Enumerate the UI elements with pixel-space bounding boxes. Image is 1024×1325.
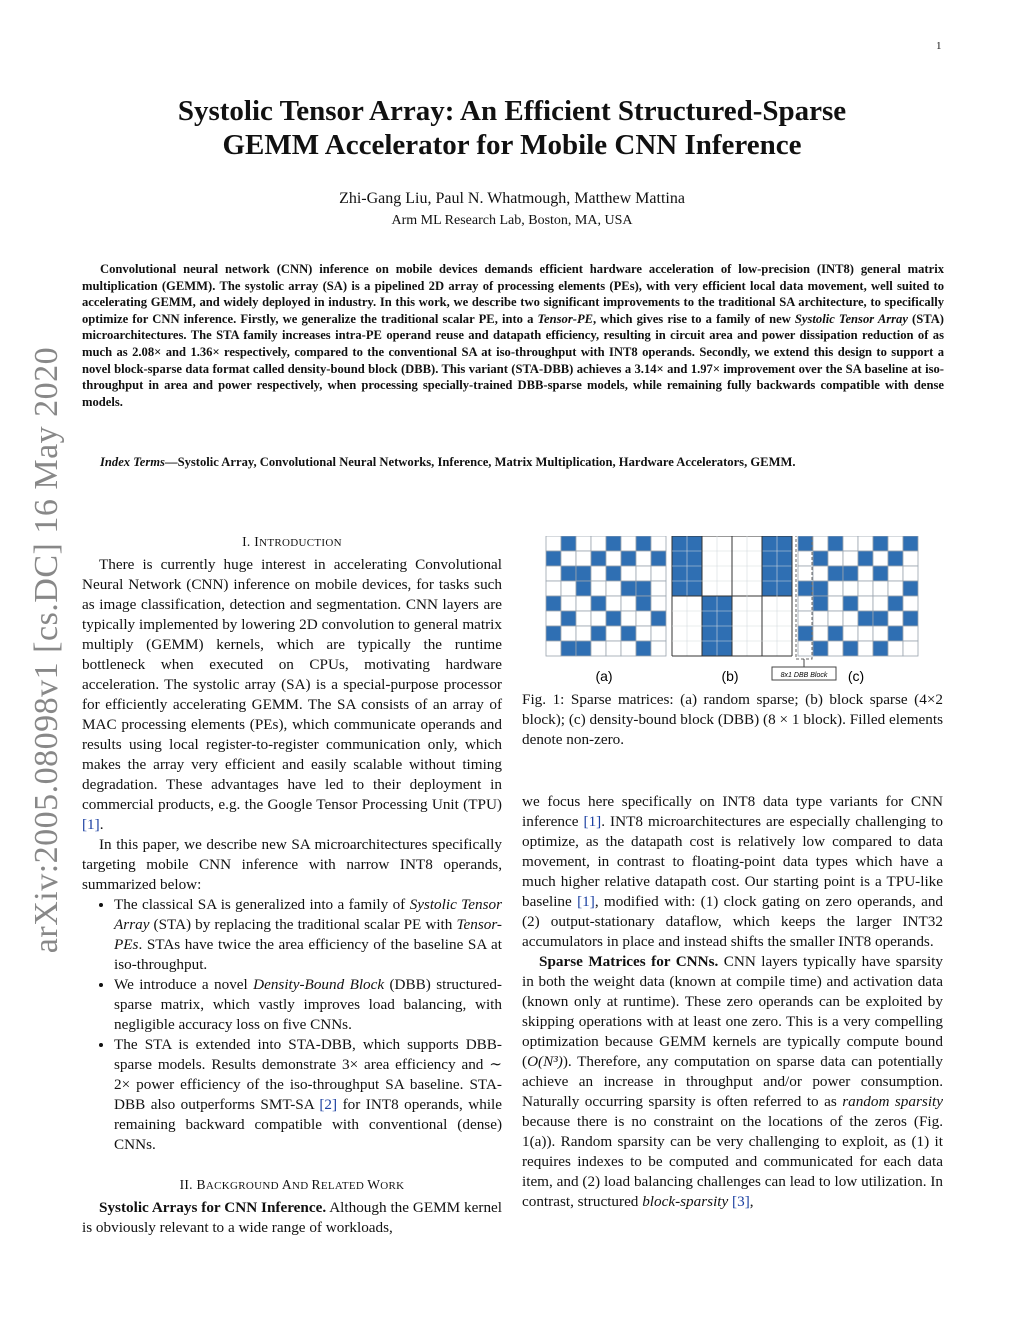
empty-cell: [621, 596, 636, 611]
filled-cell: [621, 551, 636, 566]
empty-cell: [606, 641, 621, 656]
empty-cell: [651, 596, 666, 611]
filled-cell: [576, 641, 591, 656]
filled-cell: [888, 551, 903, 566]
filled-cell: [561, 536, 576, 551]
empty-cell: [798, 596, 813, 611]
filled-cell: [702, 626, 717, 641]
page-number: 1: [936, 40, 942, 52]
abstract-text: (STA) microarchitectures. The STA family increases intra-PE operand reuse and datapath efficiency, resulting in circuit area and power dissipation reduction of as much as 2.08× and 1.36× respectively, compared to the conventional SA at iso-throughput with INT8 operands. Secondly, we extend this design to support a novel block-sparse data format called density-bound block (DBB). This variant (STA-DBB) achieves a 3.14× and 1.97× improvement over the SA baseline at iso-throughput in area and power respectively, when processing specially-trained DBB-sparse models, while remaining fully backwards compatible with dense models.: [82, 311, 944, 409]
empty-cell: [546, 566, 561, 581]
empty-cell: [762, 596, 777, 611]
citation-link[interactable]: [1]: [577, 893, 595, 910]
intro-paragraph-2: In this paper, we describe new SA microarchitectures specifically targeting mobile CNN inference with narrow INT8 operands, summarized below:: [82, 836, 502, 893]
empty-cell: [561, 596, 576, 611]
empty-cell: [606, 626, 621, 641]
abstract: [82, 261, 944, 410]
filled-cell: [813, 581, 828, 596]
empty-cell: [702, 566, 717, 581]
empty-cell: [747, 536, 762, 551]
empty-cell: [576, 536, 591, 551]
empty-cell: [777, 641, 792, 656]
label-a: (a): [595, 668, 613, 684]
empty-cell: [873, 581, 888, 596]
filled-cell: [687, 536, 702, 551]
empty-cell: [828, 596, 843, 611]
filled-cell: [843, 596, 858, 611]
empty-cell: [732, 596, 747, 611]
empty-cell: [843, 611, 858, 626]
filled-cell: [561, 641, 576, 656]
empty-cell: [813, 566, 828, 581]
empty-cell: [591, 581, 606, 596]
empty-cell: [798, 611, 813, 626]
empty-cell: [636, 626, 651, 641]
filled-cell: [636, 641, 651, 656]
empty-cell: [651, 581, 666, 596]
empty-cell: [777, 626, 792, 641]
abstract-em: Tensor-PE: [537, 311, 594, 326]
filled-cell: [843, 566, 858, 581]
title-line-1: Systolic Tensor Array: An Efficient Structured-Sparse: [177, 95, 847, 127]
section-heading-background: II. BACKGROUND AND RELATED WORK: [179, 1177, 405, 1192]
matrix-dbb: [798, 536, 918, 656]
filled-cell: [606, 611, 621, 626]
filled-cell: [903, 611, 918, 626]
empty-cell: [621, 641, 636, 656]
list-item: • The classical SA is generalized into a family of Systolic Tensor Array (STA) by replacing the traditional scalar PE with Tensor-PEs. STAs have twice the area efficiency of the baseline SA at iso-throughput.: [114, 895, 502, 975]
filled-cell: [546, 596, 561, 611]
empty-cell: [747, 611, 762, 626]
right-column: [522, 792, 943, 1212]
filled-cell: [777, 536, 792, 551]
empty-cell: [621, 566, 636, 581]
empty-cell: [888, 536, 903, 551]
empty-cell: [888, 611, 903, 626]
index-terms-text: —Systolic Array, Convolutional Neural Networks, Inference, Matrix Multiplication, Hardware Accelerators, GEMM.: [164, 455, 796, 469]
empty-cell: [843, 626, 858, 641]
col2-paragraph-2: Sparse Matrices for CNNs. CNN layers typically have sparsity in both the weight data (known at compile time) and activation data (known only at runtime). These zero operands can be exploited by skipping operations with at least one zero. This is a very compelling optimization because GEMM kernels are typically compute bound (O(N³)). Therefore, any computation on sparse data can potentially achieve an increase in throughput and/or power consumption. Naturally occurring sparsity is often referred to as random sparsity because there is no constraint on the locations of the zeros (Fig. 1(a)). Random sparsity can be very challenging to exploit, as (1) it requires indexes to be computed and communicated for each data item, and (2) load balancing challenges can lead to low utilization. In contrast, structured block-sparsity [3],: [522, 953, 943, 1210]
contribution-list: [82, 895, 502, 1155]
empty-cell: [858, 626, 873, 641]
citation-link[interactable]: [1]: [583, 813, 602, 830]
empty-cell: [636, 566, 651, 581]
filled-cell: [903, 581, 918, 596]
filled-cell: [777, 551, 792, 566]
empty-cell: [687, 596, 702, 611]
empty-cell: [777, 611, 792, 626]
filled-cell: [873, 536, 888, 551]
filled-cell: [591, 596, 606, 611]
filled-cell: [606, 536, 621, 551]
empty-cell: [561, 626, 576, 641]
empty-cell: [576, 596, 591, 611]
filled-cell: [858, 551, 873, 566]
sparse-matrices-figure: [522, 536, 943, 686]
empty-cell: [717, 566, 732, 581]
empty-cell: [873, 596, 888, 611]
empty-cell: [546, 581, 561, 596]
empty-cell: [651, 536, 666, 551]
empty-cell: [591, 611, 606, 626]
empty-cell: [546, 641, 561, 656]
filled-cell: [702, 641, 717, 656]
matrix-random-sparse: [546, 536, 666, 656]
empty-cell: [798, 551, 813, 566]
empty-cell: [762, 641, 777, 656]
filled-cell: [636, 596, 651, 611]
filled-cell: [717, 611, 732, 626]
paper-title: [100, 94, 924, 162]
empty-cell: [747, 626, 762, 641]
empty-cell: [651, 566, 666, 581]
abstract-em: Systolic Tensor Array: [794, 311, 908, 326]
label-b: (b): [721, 668, 739, 684]
empty-cell: [546, 536, 561, 551]
empty-cell: [606, 551, 621, 566]
empty-cell: [672, 626, 687, 641]
empty-cell: [636, 611, 651, 626]
empty-cell: [828, 551, 843, 566]
intro-paragraph-1: There is currently huge interest in accelerating Convolutional Neural Network (CNN) inference on mobile devices, for tasks such as image classification, detection and segmentation. CNN layers are typically implemented by lowering 2D convolution to general matrix multiply (GEMM) kernels, which are typically the runtime bottleneck when executed on CPUs, motivating hardware acceleration. The systolic array (SA) is a special-purpose processor for efficiently accelerating GEMM. The SA consists of an array of MAC processing elements (PEs), which communicate operands and results using local register-to-register communication only, which makes the array very efficient and easily scalable without timing degradation. These advantages have led to their deployment in commercial products, e.g. the Google Tensor Processing Unit (TPU) [1].: [82, 556, 502, 833]
filled-cell: [687, 566, 702, 581]
dbb-block-label: 8x1 DBB Block: [780, 672, 828, 679]
left-column: [82, 534, 502, 1238]
filled-cell: [777, 566, 792, 581]
figure-1: [522, 536, 943, 691]
filled-cell: [621, 626, 636, 641]
filled-cell: [546, 551, 561, 566]
empty-cell: [843, 581, 858, 596]
list-item: • We introduce a novel Density-Bound Block (DBB) structured-sparse matrix, which vastly improves load balancing, with negligible accuracy loss on five CNNs.: [114, 975, 502, 1035]
empty-cell: [717, 581, 732, 596]
empty-cell: [702, 581, 717, 596]
empty-cell: [777, 596, 792, 611]
empty-cell: [903, 626, 918, 641]
empty-cell: [858, 566, 873, 581]
empty-cell: [732, 626, 747, 641]
filled-cell: [672, 551, 687, 566]
empty-cell: [702, 551, 717, 566]
filled-cell: [636, 536, 651, 551]
col2-paragraph-1: we focus here specifically on INT8 data type variants for CNN inference [1]. INT8 microarchitectures are especially challenging to optimize, as the datapath cost is relatively low compared to data movement, in contrast to floating-point data types which have a much higher relative datapath cost. Our starting point is a TPU-like baseline [1], modified with: (1) clock gating on zero operands, and (2) output-stationary dataflow, which keeps the larger INT32 accumulators in place and instead shifts the smaller INT8 operands.: [522, 793, 944, 950]
filled-cell: [873, 611, 888, 626]
filled-cell: [828, 536, 843, 551]
empty-cell: [903, 596, 918, 611]
abstract-text: Convolutional neural network (CNN) inference on mobile devices demands efficient hardware acceleration of low-precision (INT8) general matrix multiplication (GEMM). The systolic array (SA) is a pipelined 2D array of processing elements (PEs), with very efficient local data movement, well suited to accelerating GEMM, and widely deployed in industry. In this work, we describe two significant improvements to the traditional SA architecture, to specifically optimize for CNN inference. Firstly, we generalize the traditional scalar PE, into a: [82, 262, 944, 326]
empty-cell: [798, 641, 813, 656]
empty-cell: [717, 551, 732, 566]
filled-cell: [762, 551, 777, 566]
filled-cell: [546, 626, 561, 641]
empty-cell: [687, 626, 702, 641]
filled-cell: [858, 611, 873, 626]
filled-cell: [717, 626, 732, 641]
filled-cell: [873, 641, 888, 656]
filled-cell: [687, 551, 702, 566]
empty-cell: [702, 536, 717, 551]
filled-cell: [651, 611, 666, 626]
empty-cell: [762, 626, 777, 641]
empty-cell: [672, 641, 687, 656]
figure-caption: Fig. 1: Sparse matrices: (a) random sparse; (b) block sparse (4×2 block); (c) density-bound block (DBB) (8 × 1 block). Filled elements denote non-zero.: [522, 691, 943, 748]
empty-cell: [813, 536, 828, 551]
empty-cell: [858, 641, 873, 656]
empty-cell: [858, 596, 873, 611]
filled-cell: [828, 566, 843, 581]
filled-cell: [903, 536, 918, 551]
filled-cell: [762, 566, 777, 581]
empty-cell: [747, 596, 762, 611]
filled-cell: [672, 581, 687, 596]
empty-cell: [858, 536, 873, 551]
empty-cell: [903, 551, 918, 566]
empty-cell: [762, 611, 777, 626]
filled-cell: [591, 626, 606, 641]
filled-cell: [888, 596, 903, 611]
matrix-block-sparse: [672, 536, 792, 656]
filled-cell: [762, 536, 777, 551]
filled-cell: [561, 611, 576, 626]
empty-cell: [828, 581, 843, 596]
empty-cell: [636, 551, 651, 566]
filled-cell: [576, 566, 591, 581]
empty-cell: [621, 536, 636, 551]
filled-cell: [798, 536, 813, 551]
empty-cell: [576, 611, 591, 626]
authors: Zhi-Gang Liu, Paul N. Whatmough, Matthew Mattina: [339, 190, 685, 207]
empty-cell: [732, 641, 747, 656]
empty-cell: [888, 581, 903, 596]
title-line-2: GEMM Accelerator for Mobile CNN Inference: [222, 129, 802, 161]
empty-cell: [813, 611, 828, 626]
empty-cell: [843, 551, 858, 566]
filled-cell: [672, 536, 687, 551]
empty-cell: [888, 641, 903, 656]
filled-cell: [798, 626, 813, 641]
filled-cell: [702, 596, 717, 611]
empty-cell: [687, 641, 702, 656]
filled-cell: [702, 611, 717, 626]
arxiv-stamp: arXiv:2005.08098v1 [cs.DC] 16 May 2020: [28, 346, 65, 954]
filled-cell: [591, 551, 606, 566]
filled-cell: [843, 641, 858, 656]
filled-cell: [813, 596, 828, 611]
empty-cell: [732, 551, 747, 566]
empty-cell: [747, 581, 762, 596]
filled-cell: [621, 581, 636, 596]
empty-cell: [621, 611, 636, 626]
filled-cell: [828, 626, 843, 641]
empty-cell: [858, 581, 873, 596]
abstract-text: , which gives rise to a family of new: [593, 311, 795, 326]
empty-cell: [732, 536, 747, 551]
filled-cell: [777, 581, 792, 596]
filled-cell: [762, 581, 777, 596]
empty-cell: [873, 551, 888, 566]
list-item: • The STA is extended into STA-DBB, which supports DBB-sparse models. Results demonstrate 3× area efficiency and ∼ 2× power efficiency of the iso-throughput SA baseline. STA-DBB also outperforms SMT-SA [2] for INT8 operands, while remaining backward compatible with conventional (dense) CNNs.: [114, 1035, 502, 1155]
empty-cell: [732, 581, 747, 596]
label-c: (c): [847, 668, 865, 684]
empty-cell: [576, 551, 591, 566]
empty-cell: [606, 596, 621, 611]
empty-cell: [903, 566, 918, 581]
empty-cell: [561, 551, 576, 566]
filled-cell: [798, 581, 813, 596]
section-heading-introduction: I. INTRODUCTION: [242, 534, 342, 549]
empty-cell: [798, 566, 813, 581]
index-terms-label: Index Terms: [100, 455, 165, 469]
filled-cell: [888, 626, 903, 641]
empty-cell: [591, 566, 606, 581]
filled-cell: [687, 581, 702, 596]
empty-cell: [717, 536, 732, 551]
empty-cell: [732, 611, 747, 626]
empty-cell: [576, 626, 591, 641]
empty-cell: [903, 641, 918, 656]
filled-cell: [717, 596, 732, 611]
filled-cell: [873, 566, 888, 581]
empty-cell: [813, 626, 828, 641]
empty-cell: [651, 626, 666, 641]
empty-cell: [843, 536, 858, 551]
empty-cell: [747, 641, 762, 656]
empty-cell: [606, 581, 621, 596]
filled-cell: [606, 566, 621, 581]
empty-cell: [888, 566, 903, 581]
affiliation: Arm ML Research Lab, Boston, MA, USA: [391, 213, 633, 228]
empty-cell: [687, 611, 702, 626]
empty-cell: [747, 566, 762, 581]
empty-cell: [651, 641, 666, 656]
filled-cell: [651, 551, 666, 566]
filled-cell: [561, 566, 576, 581]
filled-cell: [636, 581, 651, 596]
background-paragraph: Systolic Arrays for CNN Inference. Although the GEMM kernel is obviously relevant to a wide range of workloads,: [82, 1199, 502, 1236]
empty-cell: [828, 611, 843, 626]
filled-cell: [813, 551, 828, 566]
empty-cell: [561, 581, 576, 596]
citation-link[interactable]: [2]: [319, 1096, 338, 1113]
empty-cell: [591, 536, 606, 551]
empty-cell: [747, 551, 762, 566]
citation-link[interactable]: [1]: [82, 816, 100, 833]
empty-cell: [873, 626, 888, 641]
filled-cell: [717, 641, 732, 656]
empty-cell: [591, 641, 606, 656]
index-terms: [82, 455, 944, 470]
empty-cell: [672, 611, 687, 626]
empty-cell: [732, 566, 747, 581]
empty-cell: [672, 596, 687, 611]
filled-cell: [576, 581, 591, 596]
filled-cell: [672, 566, 687, 581]
empty-cell: [828, 641, 843, 656]
filled-cell: [813, 641, 828, 656]
citation-link[interactable]: [3]: [732, 1193, 750, 1210]
empty-cell: [546, 611, 561, 626]
